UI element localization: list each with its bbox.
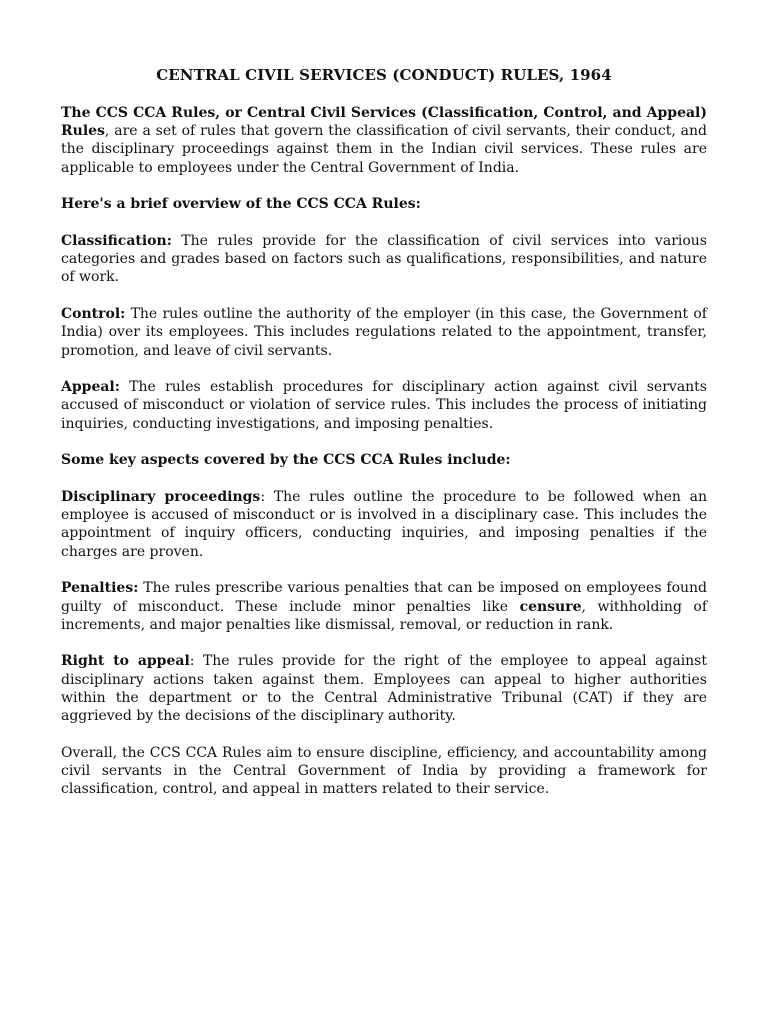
penalties-text-after: , withholding of increments, and major penalties like dismissal, removal, or reduction in rank. [61,598,708,633]
intro-paragraph [61,104,707,177]
right-to-appeal-paragraph [61,652,707,725]
overview-heading: Here's a brief overview of the CCS CCA Rules: [61,196,421,213]
classification-paragraph [61,232,707,287]
right-to-appeal-text: : The rules provide for the right of the employee to appeal against disciplinary actions taken against them. Employees can appeal to higher authorities within the department or to the Central Administrative Tribunal (CAT) if they are aggrieved by the decisions of the disciplinary authority. [61,653,707,725]
penalties-emphasis: censure [519,598,582,615]
disciplinary-text: : The rules outline the procedure to be followed when an employee is accused of misconduct or is involved in a disciplinary case. This includes the appointment of inquiry officers, conducting inquiries, and imposing penalties if the charges are proven. [61,489,707,560]
disciplinary-paragraph [61,488,707,561]
document-title: CENTRAL CIVIL SERVICES (CONDUCT) RULES, 1964 [156,66,612,84]
control-text: The rules outline the authority of the employer (in this case, the Government of India) over its employees. This includes regulations related to the appointment, transfer, promotion, and leave of civil servants. [61,306,707,359]
penalties-term: Penalties: [61,580,139,597]
appeal-term: Appeal: [61,379,120,396]
control-paragraph [61,305,707,360]
classification-term: Classification: [61,233,172,250]
conclusion-paragraph: Overall, the CCS CCA Rules aim to ensure discipline, efficiency, and accountability among civil servants in the Central Government of India by providing a framework for classification, control, and appeal in matters related to their service. [61,744,707,798]
control-term: Control: [61,306,126,323]
penalties-paragraph [61,579,707,634]
key-aspects-heading: Some key aspects covered by the CCS CCA Rules include: [61,452,511,469]
disciplinary-term: Disciplinary proceedings [61,489,261,506]
penalties-text-before: The rules prescribe various penalties that can be imposed on employees found guilty of misconduct. These include minor penalties like [61,580,707,615]
intro-lead-bold: The CCS CCA Rules, or Central Civil Services (Classification, Control, and Appeal) Rules [61,105,707,140]
intro-text: , are a set of rules that govern the classification of civil servants, their conduct, and the disciplinary proceedings against them in the Indian civil services. These rules are applicable to employees under the Central Government of India. [61,123,707,176]
appeal-paragraph [61,378,707,433]
appeal-text: The rules establish procedures for disciplinary action against civil servants accused of misconduct or violation of service rules. This includes the process of initiating inquiries, conducting investigations, and imposing penalties. [61,379,707,432]
right-to-appeal-term: Right to appeal [61,653,190,670]
classification-text: The rules provide for the classification of civil services into various categories and grades based on factors such as qualifications, responsibilities, and nature of work. [61,233,707,286]
